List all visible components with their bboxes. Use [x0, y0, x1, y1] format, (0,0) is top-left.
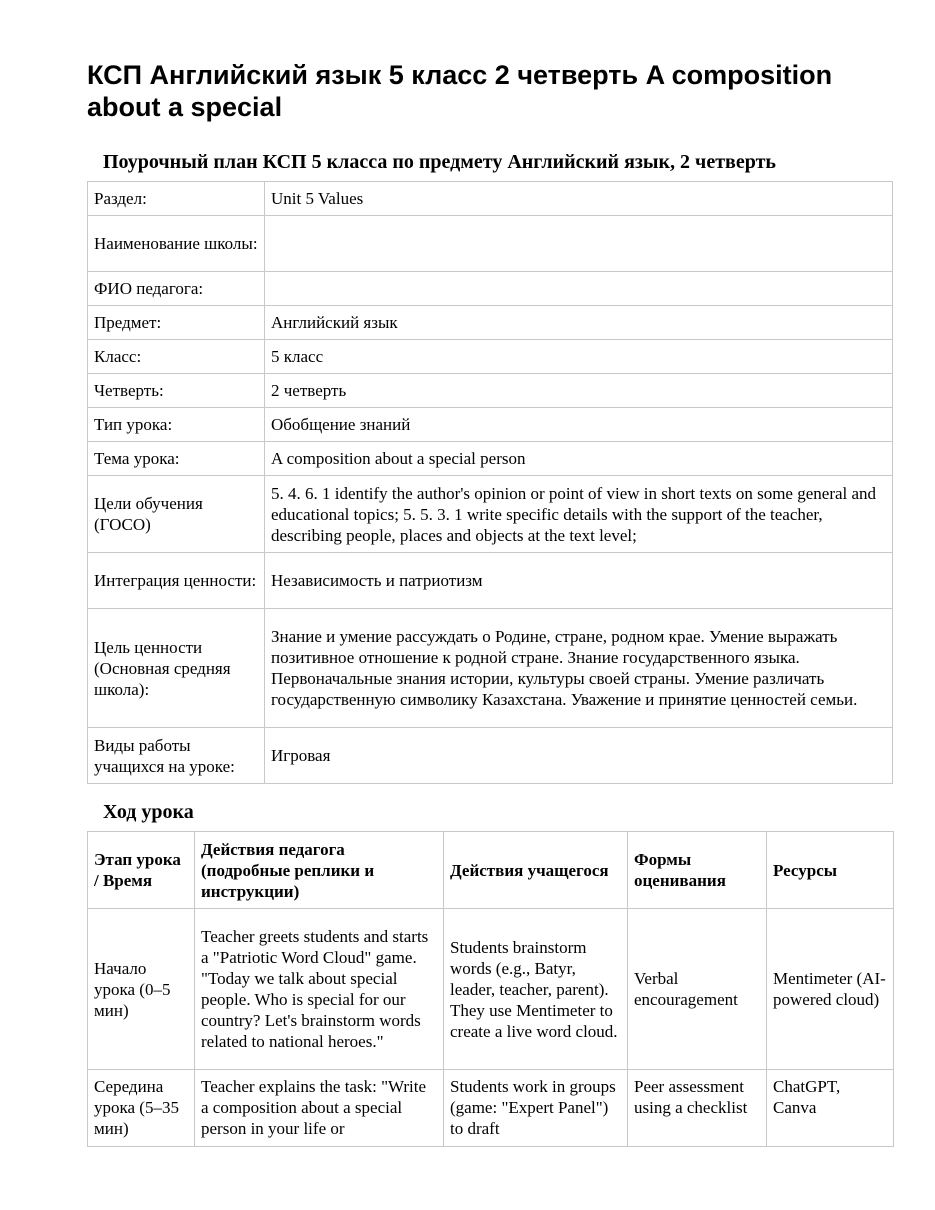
info-value: Игровая [265, 728, 893, 784]
stage-cell: Середина урока (5–35 мин) [88, 1070, 195, 1147]
assessment-cell: Verbal encouragement [628, 909, 767, 1070]
info-value: Независимость и патриотизм [265, 553, 893, 609]
lesson-info-table [87, 181, 893, 784]
table-row [88, 1070, 894, 1147]
table-row [88, 553, 893, 609]
info-label: Предмет: [88, 306, 265, 340]
table-row [88, 909, 894, 1070]
info-label: ФИО педагога: [88, 272, 265, 306]
table-row [88, 216, 893, 272]
info-label: Класс: [88, 340, 265, 374]
table-header-row [88, 832, 894, 909]
column-header: Ресурсы [767, 832, 894, 909]
resources-cell: Mentimeter (AI-powered cloud) [767, 909, 894, 1070]
table-row [88, 340, 893, 374]
table-row [88, 408, 893, 442]
info-label: Виды работы учащихся на уроке: [88, 728, 265, 784]
teacher-actions-cell: Teacher explains the task: "Write a composition about a special person in your life or [195, 1070, 444, 1147]
info-value [265, 272, 893, 306]
info-value [265, 216, 893, 272]
info-label: Тип урока: [88, 408, 265, 442]
column-header: Действия педагога (подробные реплики и инструкции) [195, 832, 444, 909]
document-page [87, 0, 893, 1147]
student-actions-cell: Students brainstorm words (e.g., Batyr, leader, teacher, parent). They use Mentimeter to create a live word cloud. [444, 909, 628, 1070]
lesson-flow-table [87, 831, 894, 1147]
info-label: Четверть: [88, 374, 265, 408]
info-value: A composition about a special person [265, 442, 893, 476]
lesson-heading: Ход урока [103, 801, 194, 823]
column-header: Действия учащегося [444, 832, 628, 909]
plan-heading: Поурочный план КСП 5 класса по предмету Английский язык, 2 четверть [103, 151, 776, 173]
info-value: Знание и умение рассуждать о Родине, стране, родном крае. Умение выражать позитивное отношение к родной стране. Знание государственного языка. Первоначальные знания истории, культуры своей страны. Умение различать государственную символику Казахстана. Уважение и принятие ценностей семьи. [265, 609, 893, 728]
info-value: Английский язык [265, 306, 893, 340]
info-value: Unit 5 Values [265, 182, 893, 216]
column-header: Этап урока / Время [88, 832, 195, 909]
assessment-cell: Peer assessment using a checklist [628, 1070, 767, 1147]
table-row [88, 728, 893, 784]
table-row [88, 306, 893, 340]
resources-cell: ChatGPT, Canva [767, 1070, 894, 1147]
student-actions-cell: Students work in groups (game: "Expert Panel") to draft [444, 1070, 628, 1147]
info-value: 5 класс [265, 340, 893, 374]
info-value: 2 четверть [265, 374, 893, 408]
info-label: Раздел: [88, 182, 265, 216]
document-title: КСП Английский язык 5 класс 2 четверть A composition about a special [87, 60, 833, 122]
table-row [88, 609, 893, 728]
table-row [88, 272, 893, 306]
table-row [88, 374, 893, 408]
table-row [88, 476, 893, 553]
info-label: Цель ценности (Основная средняя школа): [88, 609, 265, 728]
info-label: Интеграция ценности: [88, 553, 265, 609]
info-label: Цели обучения (ГОСО) [88, 476, 265, 553]
column-header: Формы оценивания [628, 832, 767, 909]
info-label: Наименование школы: [88, 216, 265, 272]
table-row [88, 442, 893, 476]
info-label: Тема урока: [88, 442, 265, 476]
info-value: 5. 4. 6. 1 identify the author's opinion or point of view in short texts on some general and educational topics; 5. 5. 3. 1 write specific details with the support of the teacher, describing people, places and objects at the text level; [265, 476, 893, 553]
stage-cell: Начало урока (0–5 мин) [88, 909, 195, 1070]
info-value: Обобщение знаний [265, 408, 893, 442]
teacher-actions-cell: Teacher greets students and starts a "Patriotic Word Cloud" game. "Today we talk about special people. Who is special for our country? Let's brainstorm words related to national heroes." [195, 909, 444, 1070]
table-row [88, 182, 893, 216]
